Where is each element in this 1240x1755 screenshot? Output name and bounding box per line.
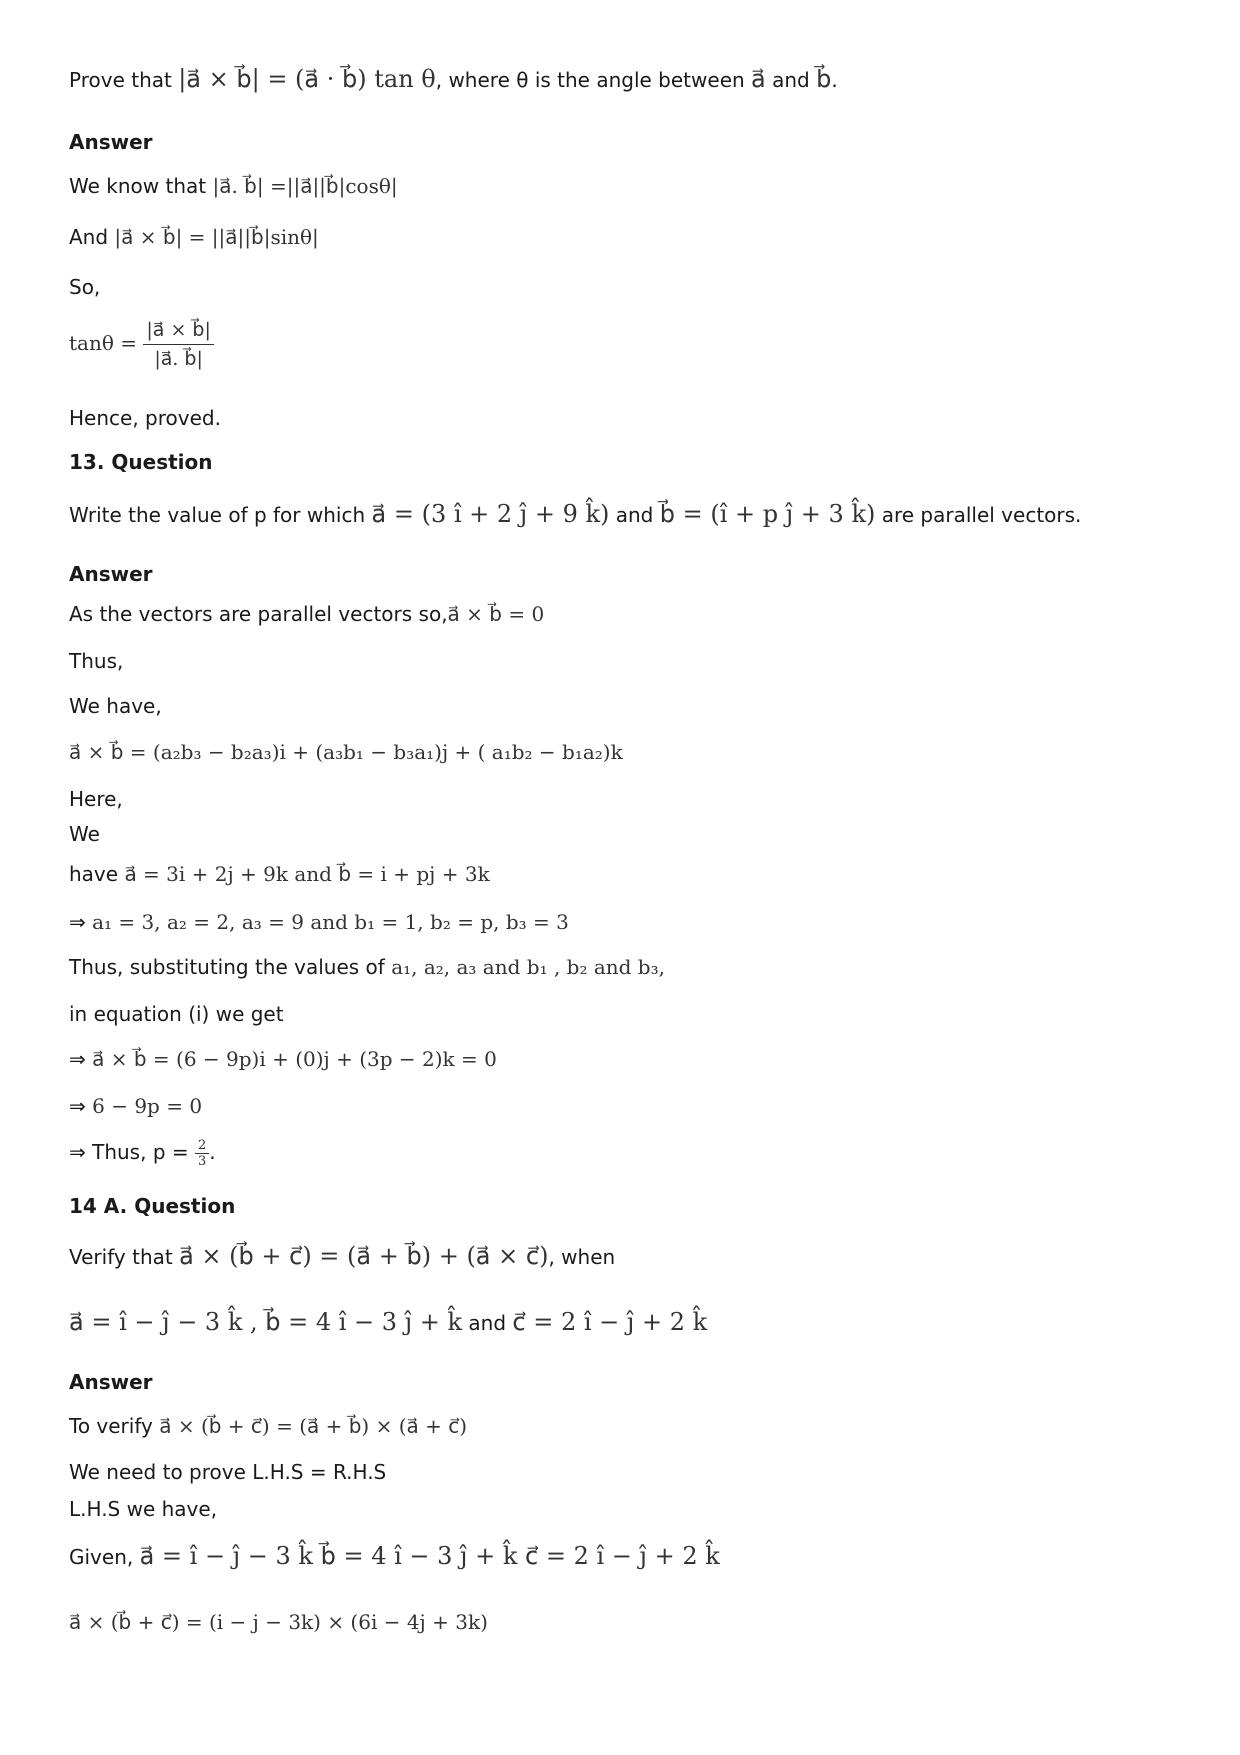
- q14a-given-and: and: [462, 1311, 513, 1335]
- p-numerator: 2: [195, 1139, 209, 1154]
- q13-prompt-end: are parallel vectors.: [875, 503, 1082, 527]
- a13-line-3: We have,: [69, 694, 162, 718]
- a12-line-2-text: And: [69, 225, 115, 249]
- a13-line-13-text: ⇒ Thus, p =: [69, 1140, 195, 1164]
- q12-prompt-mid: , where θ is the angle between: [435, 68, 752, 92]
- q13-heading: 13. Question: [69, 450, 213, 474]
- a13-line-4: [69, 738, 623, 766]
- q14a-given-formula-2: c⃗ = 2 î − ĵ + 2 k̂: [512, 1308, 708, 1336]
- a14a-line-4-text: Given,: [69, 1545, 140, 1569]
- tan-lhs: tanθ =: [69, 331, 137, 355]
- a12-line-2-formula: |a⃗ × b⃗| = ||a⃗||b⃗|sinθ|: [114, 225, 319, 249]
- q12-end: .: [831, 68, 838, 92]
- a13-line-13: [69, 1138, 216, 1168]
- tan-numerator: |a⃗ × b⃗|: [143, 318, 214, 345]
- answer-heading: Answer: [69, 562, 153, 586]
- tan-fraction: [143, 318, 214, 371]
- q13-and: and: [609, 503, 660, 527]
- a13-line-8-arrow: ⇒: [69, 910, 93, 934]
- a13-line-7-text: have: [69, 862, 125, 886]
- q12-prompt-text: Prove that: [69, 68, 179, 92]
- q14a-heading: 14 A. Question: [69, 1194, 236, 1218]
- a13-line-11: [69, 1045, 497, 1073]
- q12-var-b: b⃗: [816, 65, 832, 93]
- a12-line-1-formula: |a⃗. b⃗| =||a⃗||b⃗|cosθ|: [212, 174, 398, 198]
- a12-line-1: [69, 172, 398, 200]
- a13-line-7-formula: a⃗ = 3i + 2j + 9k and b⃗ = i + pj + 3k: [124, 862, 490, 886]
- q12-and: and: [765, 68, 817, 92]
- a14a-line-1-formula: a⃗ × (b⃗ + c⃗) = (a⃗ + b⃗) × (a⃗ + c⃗): [159, 1414, 468, 1438]
- a13-line-10: in equation (i) we get: [69, 1002, 284, 1026]
- a14a-line-1: [69, 1412, 467, 1440]
- a13-line-7: [69, 860, 490, 888]
- a14a-line-2: We need to prove L.H.S = R.H.S: [69, 1460, 387, 1484]
- a13-line-12-arrow: ⇒: [69, 1094, 93, 1118]
- a13-line-12-formula: 6 − 9p = 0: [92, 1094, 203, 1118]
- a13-line-8-formula: a₁ = 3, a₂ = 2, a₃ = 9 and b₁ = 1, b₂ = p, b₃ = 3: [92, 910, 569, 934]
- a13-line-13-end: .: [209, 1140, 216, 1164]
- q14a-prompt-end: , when: [548, 1245, 616, 1269]
- q13-vector-b: b⃗ = (î + p ĵ + 3 k̂): [659, 500, 876, 528]
- a14a-line-1-text: To verify: [69, 1414, 160, 1438]
- a13-line-9-formula: a₁, a₂, a₃ and b₁ , b₂ and b₃,: [391, 955, 665, 979]
- q14a-prompt-formula: a⃗ × (b⃗ + c⃗) = (a⃗ + b⃗) + (a⃗ × c⃗): [179, 1242, 549, 1270]
- a14a-line-5: [69, 1608, 488, 1636]
- a13-line-8: [69, 908, 569, 936]
- a13-line-12: [69, 1092, 202, 1120]
- q14a-given: [69, 1308, 707, 1337]
- q12-prompt: [69, 65, 838, 94]
- a14a-line-4: [69, 1542, 720, 1571]
- a12-tan-formula: [69, 318, 214, 371]
- a13-line-1: [69, 600, 544, 628]
- a13-cross-product-formula: a⃗ × b⃗ = (a₂b₃ − b₂a₃)i + (a₃b₁ − b₃a₁)j + ( a₁b₂ − b₁a₂)k: [69, 740, 623, 764]
- a13-line-9-text: Thus, substituting the values of: [69, 955, 392, 979]
- a13-line-1-text: As the vectors are parallel vectors so,: [69, 602, 448, 626]
- a12-line-3: So,: [69, 275, 101, 299]
- q13-prompt-text: Write the value of p for which: [69, 503, 372, 527]
- a13-line-11-arrow: ⇒: [69, 1047, 93, 1071]
- a14a-line-4-formula: a⃗ = î − ĵ − 3 k̂ b⃗ = 4 î − 3 ĵ + k̂ c⃗ = 2 î − ĵ + 2 k̂: [139, 1542, 720, 1570]
- a12-line-5: Hence, proved.: [69, 406, 221, 430]
- a13-line-11-formula: a⃗ × b⃗ = (6 − 9p)i + (0)j + (3p − 2)k = 0: [92, 1047, 497, 1071]
- q14a-prompt: [69, 1242, 615, 1271]
- q14a-prompt-text: Verify that: [69, 1245, 180, 1269]
- tan-denominator: |a⃗. b⃗|: [154, 348, 203, 370]
- a13-line-6: We: [69, 822, 100, 846]
- answer-heading: Answer: [69, 1370, 153, 1394]
- a13-line-2: Thus,: [69, 649, 124, 673]
- q12-var-a: a⃗: [751, 65, 766, 93]
- a13-line-1-formula: a⃗ × b⃗ = 0: [447, 602, 545, 626]
- answer-heading: Answer: [69, 130, 153, 154]
- q13-vector-a: a⃗ = (3 î + 2 ĵ + 9 k̂): [371, 500, 610, 528]
- p-fraction: [195, 1139, 209, 1168]
- q14a-given-formula-1: a⃗ = î − ĵ − 3 k̂ , b⃗ = 4 î − 3 ĵ + k̂: [69, 1308, 463, 1336]
- a12-line-1-text: We know that: [69, 174, 213, 198]
- a14a-line-5-formula: a⃗ × (b⃗ + c⃗) = (i − j − 3k) × (6i − 4j + 3k): [69, 1610, 488, 1634]
- a14a-line-3: L.H.S we have,: [69, 1497, 218, 1521]
- a12-line-2: [69, 223, 319, 251]
- a13-line-9: [69, 953, 665, 981]
- q12-prompt-formula: |a⃗ × b⃗| = (a⃗ · b⃗) tan θ: [178, 65, 436, 93]
- p-denominator: 3: [198, 1154, 207, 1169]
- q13-prompt: [69, 500, 1081, 529]
- a13-line-5: Here,: [69, 787, 123, 811]
